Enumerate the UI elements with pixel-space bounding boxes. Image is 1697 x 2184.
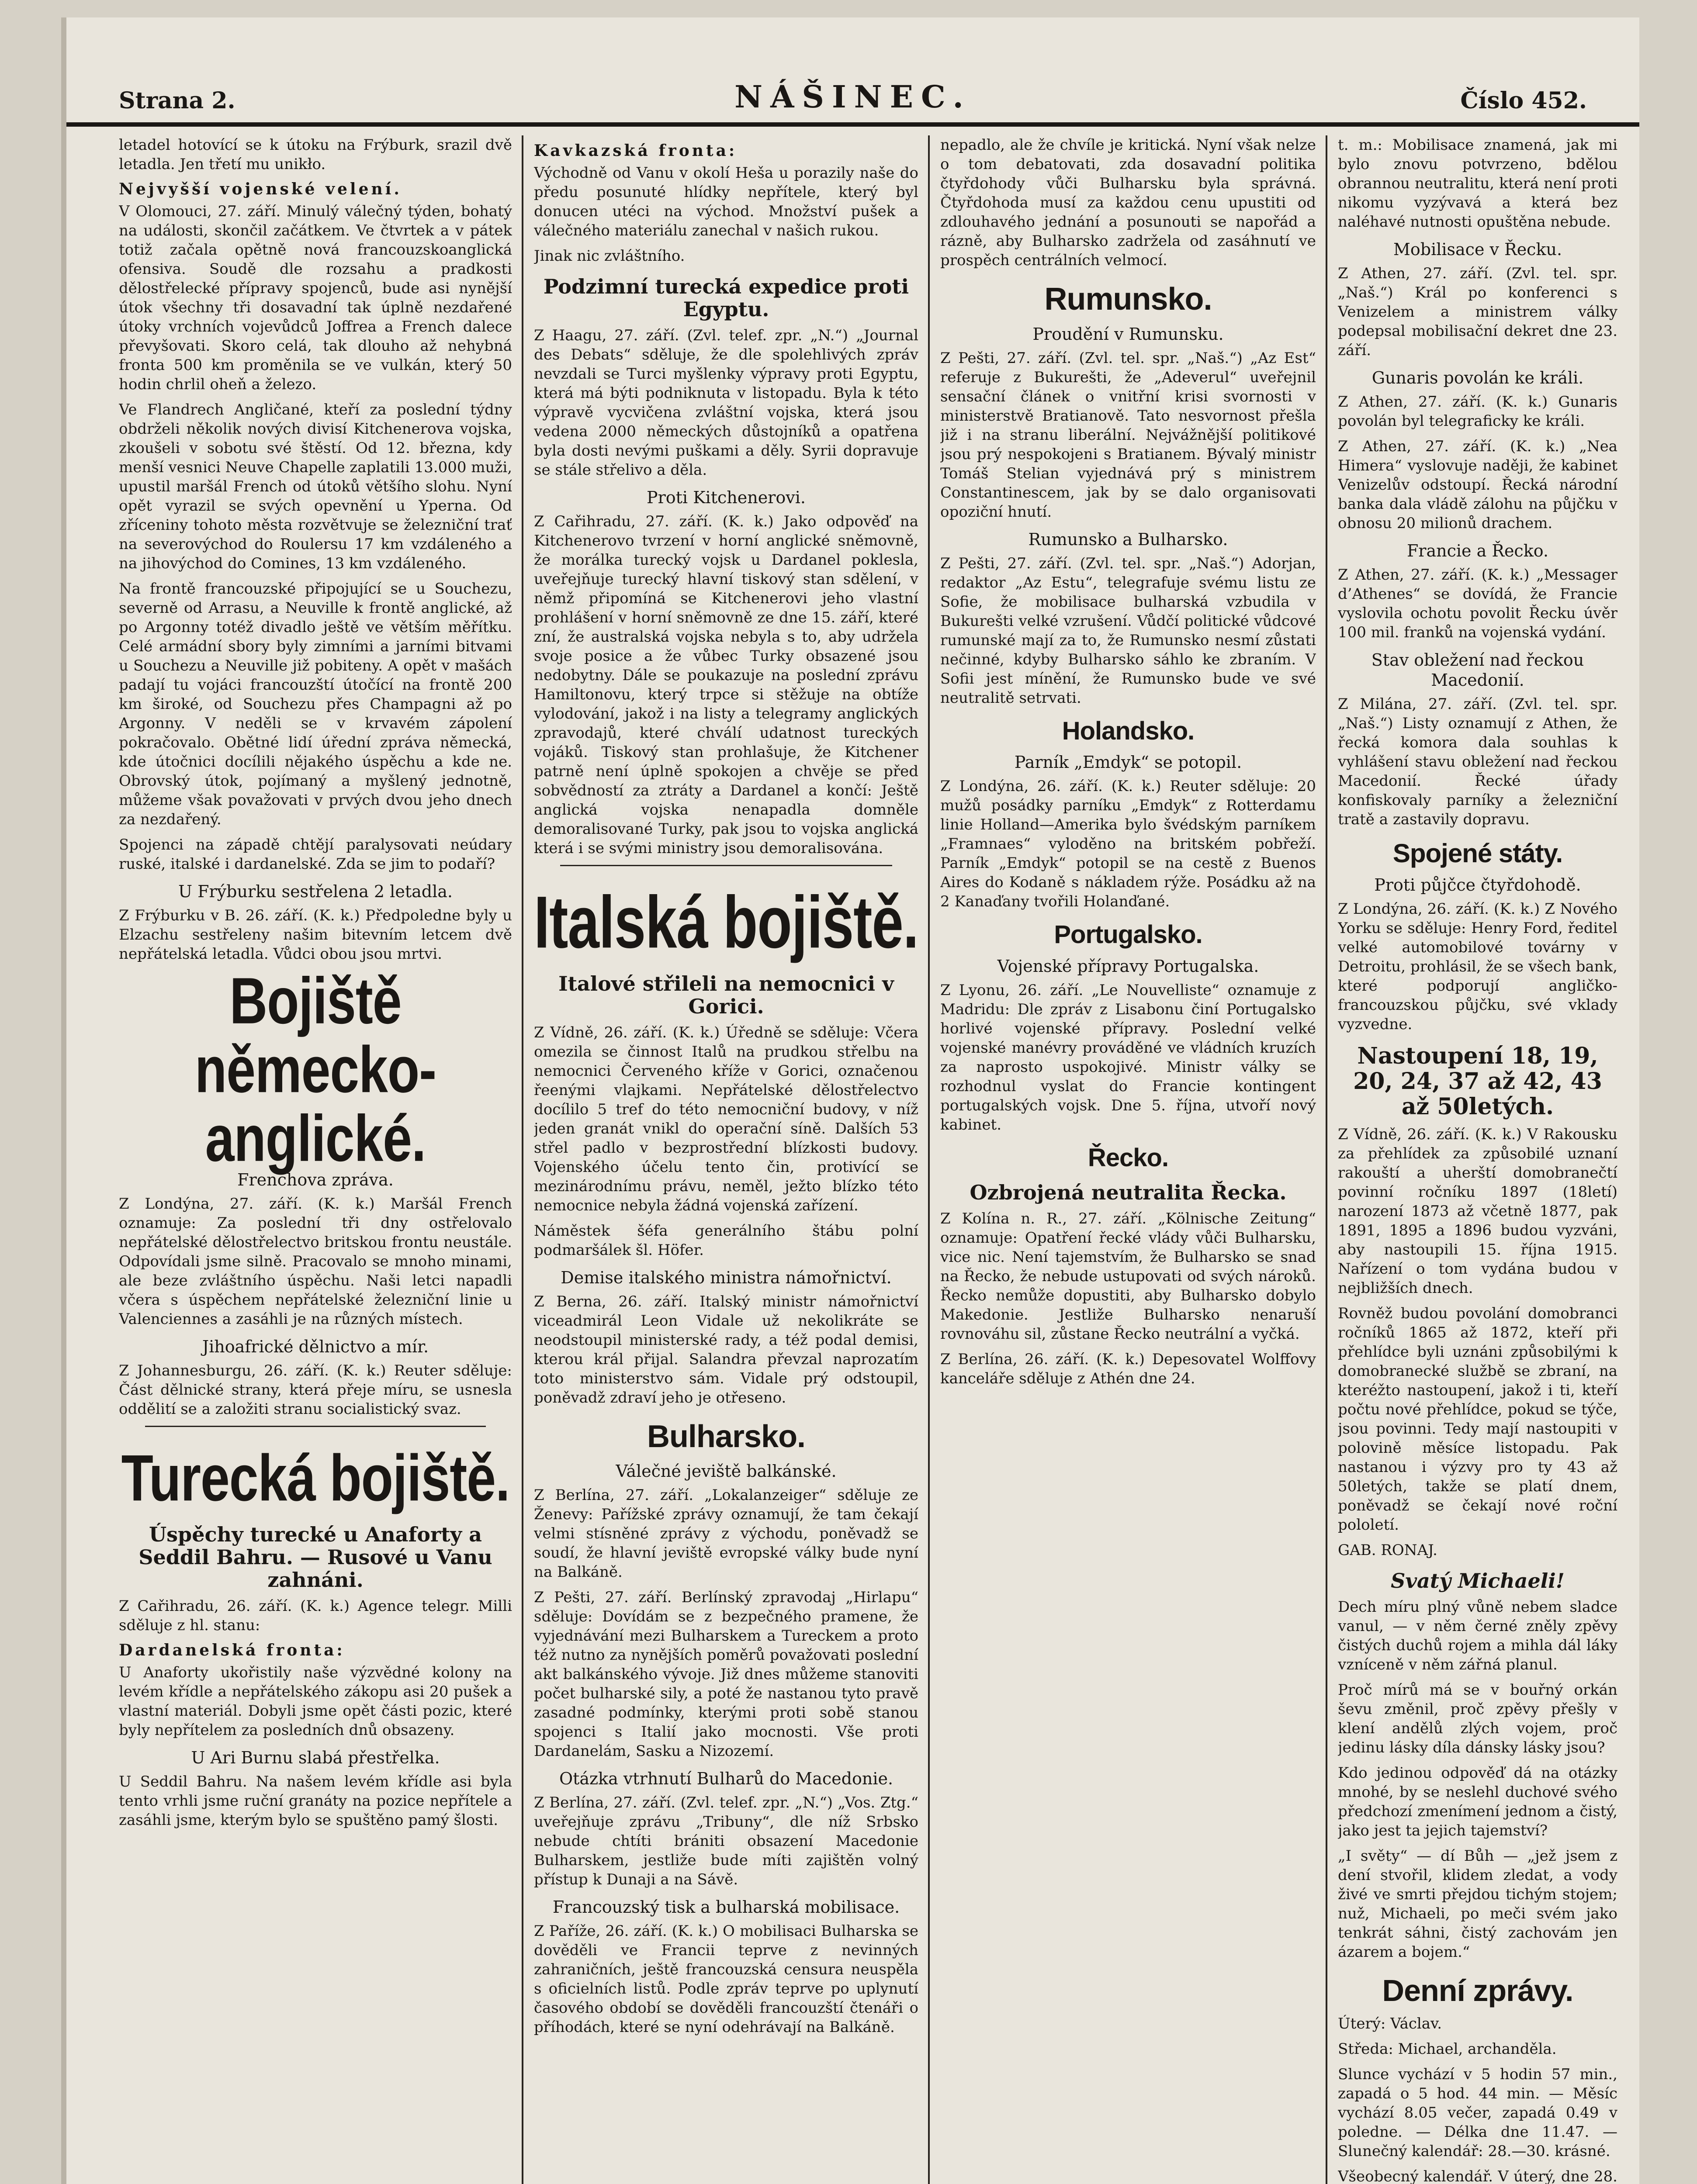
divider <box>560 865 892 866</box>
article-headline: Stav obležení nad řeckou Macedonií. <box>1371 650 1584 690</box>
article-text: Jinak nic zvláštního. <box>534 247 685 265</box>
article-text: Z Athen, 27. září. (K. k.) Gunaris povolán byl telegraficky ke králi. <box>1338 393 1617 430</box>
masthead-title: NÁŠINEC. <box>734 79 971 115</box>
article-text: U Seddil Bahru. Na našem levém křídle asi byla tento vrhli jsme ruční granáty na pozice nepřítele a zasáhli jsme, kterým bylo se spuštěno pamý šlosti. <box>119 1773 512 1829</box>
column-1 <box>119 135 512 2184</box>
article-text: Z Londýna, 27. září. (K. k.) Maršál French oznamuje: Za poslední tři dny ostřelovalo nepřátelské dělostřelectvo britskou frontu neustále. Odpovídali jsme silně. Pracovalo se mnoho minami, ale beze zvláštního úspěchu. Naši letci napadli včera s úspěchem nepřátelské železniční linie u Valenciennes a zasáhli je na různých místech. <box>119 1195 512 1328</box>
article-text: Východně od Vanu v okolí Heša u porazily naše do předu posunuté hlídky nepřítele, který byl donucen utéci na východ. Množství pušek a válečného materiálu zanechal v našich rukou. <box>534 164 918 239</box>
poem-stanza: Proč mírů má se v bouřný orkán ševu změnil, proč zpěvy přešly v klení andělů zlých vojem, proč jedinu lásky díla dánsky lásky jsou? <box>1338 1681 1617 1756</box>
article-text: Z Kolína n. R., 27. září. „Kölnische Zeitung“ oznamuje: Opatření řecké vlády vůči Bulharsku, vice nic. Není tajemstvím, že Bulharsko se snad na Řecko, že nebude ustupovati od svých nároků. Řecko nemůže dopustiti, aby Bulharsko dobylo Makedonie. Jestliže Bulharsko nenaruší rovnováhu sil, zůstane Řecko neutrální a vyčká. <box>940 1210 1316 1343</box>
poem-stanza: Kdo jedinou odpověď dá na otázky mnohé, by se neslehl duchové svého předchozí zmenímení jednom a čistý, jako jest ta jejich tajemství? <box>1338 1764 1617 1839</box>
article-headline: Otázka vtrhnutí Bulharů do Macedonie. <box>559 1769 894 1789</box>
section-heading: Řecko. <box>1087 1144 1169 1172</box>
column-rule <box>928 135 930 2184</box>
article-text: Z Cařihradu, 27. září. (K. k.) Jako odpověď na Kitchenerovo tvrzení v horní anglické sněmovně, že morálka turecký vojsk u Dardanel poklesla, uveřejňuje turecký hlavní tiskový stan sdělení, v němž připomíná se Kitchenerovi jeho vlastní prohlášení v horní sněmovně ze dne 15. září, které zní, že australská vojska nebyla s to, aby udržela svoje posice a že vůbec Turky obsazené jsou nedobytny. Dále se poukazuje na poslední zprávu Hamiltonovu, který trpce si stěžuje na obtíže vylodování, jakož i na listy a telegramy anglických zpravodajů, které chválí udatnost tureckých vojáků. Tiskový stan prohlašuje, že Kitchener patrně není úplně spokojen a chvěje se před sobvědností za ztráty a Dardanel a končí: Ještě anglická vojska nenapadla domněle demoralisované Turky, pak jsou to vojska anglická která i se svými ministry jsou demoralisována. <box>534 513 918 857</box>
section-label: Dardanelská fronta: <box>119 1641 345 1659</box>
section-heading: Bojiště německo-anglické. <box>194 964 436 1175</box>
article-text: Z Lyonu, 26. září. „Le Nouvelliste“ oznamuje z Madridu: Dle zpráv z Lisabonu činí Portugalsko horlivé vojenské přípravy. Poslední velké vojenské manévry prováděné ve vládních kruzích za naprosto uspokojivé. Ministr války se rozhodnul vyslat do Francie kontingent portugalských vojsk. Dne 5. října, utvoří nový kabinet. <box>940 981 1316 1134</box>
section-heading: Portugalsko. <box>1054 920 1202 949</box>
article-text: t. m.: Mobilisace znamená, jak mi bylo znovu potvrzeno, bdělou obrannou neutralitu, která není proti nikomu vyzývavá a která bez naléhavé nutnosti opuštěna nebude. <box>1338 136 1617 231</box>
article-headline: Úspěchy turecké u Anaforty a Seddil Bahru. — Rusové u Vanu zahnáni. <box>139 1523 492 1592</box>
article-text: Všeobecný kalendář. V úterý, dne 28. <box>1338 2167 1617 2184</box>
article-headline: Italové střileli na nemocnici v Gorici. <box>558 971 894 1018</box>
section-label: Kavkazská fronta: <box>534 142 738 160</box>
article-text: Z Haagu, 27. září. (Zvl. telef. zpr. „N.“) „Journal des Debats“ sděluje, že dle spolehlivých zpráv nevzdali se Turci myšlenky výpravy proti Egyptu, která má býti podniknuta v listopadu. Byla k této výpravě vycvičena zvláštní vojska, která jsou vedena 2000 německých důstojníků a opatřena byla dosti nevými puškami a děly. Syrii dopravuje se stále střelivo a děla. <box>534 327 918 479</box>
article-headline: Proudění v Rumunsku. <box>1032 324 1224 344</box>
article-text: Na frontě francouzské připojující se u Souchezu, severně od Arrasu, a Neuville k frontě anglické, až po Argonny totéž divadlo ještě ve větším měřítku. Celé armádní sbory byly zimními a jarními bitvami u Souchezu a Neuville již pobiteny. A opět v mašách padají tu vojáci francouzští útočící na frontě 200 km široké, od Souchezu přes Champagni až po Argonny. V neděli se v krvavém zápolení pokračovalo. Obětné lidí úřední zpráva německá, kde útočnici docílili nějakého úspěchu a kde ne. Obrovský útok, pojímaný a myšlený jednotně, můžeme však považovati v prvých dvou jeho dnech za nezdařený. <box>119 580 512 828</box>
article-text: Z Pešti, 27. září. (Zvl. tel. spr. „Naš.“) Adorjan, redaktor „Az Estu“, telegrafuje svému listu ze Sofie, že mobilisace bulharská vzbudila v Bukurešti velké vzrušení. Vůdčí politické vůdcové rumunské mají za to, že Rumunsko nesmí zůstati nečinné, kdyby Bulharsko sáhlo ke zbraním. V Sofii jest mínění, že Rumunsko bude ve své neutralitě setrvati. <box>940 554 1316 707</box>
article-text: Z Berna, 26. září. Italský ministr námořnictví viceadmirál Leon Vidale už nekolikráte se neodstoupil ministerské rady, a též podal demisi, kterou král přijal. Salandra převzal naprozatím toto ministerstvo sám. Vidale prý odstoupil, poněvadž zdraví jeho je otřeseno. <box>534 1292 918 1406</box>
article-text: Z Pešti, 27. září. Berlínský zpravodaj „Hirlapu“ sděluje: Dovídám se z bezpečného pramene, že vyjednávání mezi Bulharskem a Tureckem a proto též nutno za nynějších poměrů považovati poslední akt balkánského vývoje. Již dnes můžeme stanoviti počet bulharské sily, a poté že nastanou tyto pravě zasadné podmínky, kterými proti sobě stanou spojenci s Italií jako mocnosti. Vše proti Dardanelám, Sasku a Nizozemí. <box>534 1589 918 1760</box>
section-heading: Holandsko. <box>1062 716 1195 745</box>
article-headline: Rumunsko a Bulharsko. <box>1028 529 1228 549</box>
section-heading: Denní zprávy. <box>1382 1973 1573 2008</box>
article-headline: Proti Kitchenerovi. <box>647 488 806 507</box>
article-text: Z Paříže, 26. září. (K. k.) O mobilisaci Bulharska se dověděli ve Francii teprve z nevinných zahraničních, ještě francouzská censura neuspěla s oficielních listů. Podle zpráv teprve po uplynutí časového období se dověděli francouzští čtenáři o příhodách, které se nyní odehrávají na Balkáně. <box>534 1922 918 2036</box>
article-text: Slunce vychází v 5 hodin 57 min., zapadá o 5 hod. 44 min. — Měsíc vychází 8.05 večer, zapadá 0.49 v poledne. — Délka dne 11.47. — Slunečný kalendář: 28.—30. krásné. <box>1338 2065 1617 2160</box>
article-headline: Válečné jeviště balkánské. <box>616 1462 837 1481</box>
article-headline: Francie a Řecko. <box>1406 541 1549 560</box>
article-headline: Jihoafrické dělnictvo a mír. <box>202 1337 429 1356</box>
poem-title: Svatý Michaeli! <box>1391 1569 1565 1593</box>
page-label: Strana 2. <box>119 87 236 114</box>
calendar-line: Úterý: Václav. <box>1338 2015 1442 2032</box>
section-heading: Italská bojiště. <box>534 881 918 964</box>
article-text: Z Milána, 27. září. (Zvl. tel. spr. „Naš.“) Listy oznamují z Athen, že řecká komora dala souhlas k vyhlášení stavu obležení nad řeckou Macedonií. Řecké úřady konfiskovaly parníky a železniční tratě a zastavily dopravu. <box>1338 695 1617 828</box>
poem-stanza: Dech míru plný vůně nebem sladce vanul, — v něm černé zněly zpěvy čistých duchů rojem a mihla dál láky vzníceně v něm zářná planul. <box>1338 1598 1617 1673</box>
article-headline: Nastoupení 18, 19, 20, 24, 37 až 42, 43 až 50letých. <box>1353 1043 1602 1120</box>
article-headline: Parník „Emdyk“ se potopil. <box>1014 753 1242 772</box>
article-text: Z Berlína, 27. září. (Zvl. telef. zpr. „N.“) „Vos. Ztg.“ uveřejňuje zprávu „Tribuny“, dle níž Srbsko nebude chtíti brániti obsazení Macedonie Bulharskem, jestliže bude míti zajištěn volný přístup k Dunaji a na Sávě. <box>534 1794 918 1889</box>
article-text: Z Berlína, 26. září. (K. k.) Depesovatel Wolffovy kanceláře sděluje z Athén dne 24. <box>940 1351 1316 1388</box>
article-text: Z Frýburku v B. 26. září. (K. k.) Předpoledne byly u Elzachu sestřeleny našim bitevním letcem dvě nepřátelská letadla. Vůdci obou jsou mrtvi. <box>119 907 512 963</box>
article-headline: U Ari Burnu slabá přestřelka. <box>191 1748 440 1767</box>
article-headline: Proti půjčce čtyřdohodě. <box>1374 875 1581 895</box>
article-text: Z Vídně, 26. září. (K. k.) V Rakousku za přehlídek za způsobilé uznaní rakouští a uherští domobranečtí povinní ročníku 1897 (18letí) narození 1873 až včetně 1877, pak 1891, 1895 a 1896 budou vyzváni, aby nastoupili 15. října 1915. Nařízení o tom vydána budou v nejbližších dnech. <box>1338 1126 1617 1297</box>
column-3 <box>940 135 1316 2184</box>
article-text: Rovněž budou povolání domobranci ročníků 1865 až 1872, kteří při přehlídce byli uznáni způsobilými k domobranecké službě se zbraní, na kteréžto nastoupení, jakož i ti, kteří počtu nové přehlídce, pokud se týče, jsou povinni. Tedy mají nastoupiti v polovině měsíce listopadu. Pak nastanou i výzvy pro ty 43 až 50letých, takže se platí dnem, poněvadž se čekají nové roční pololetí. <box>1338 1305 1617 1534</box>
article-text: Z Athen, 27. září. (K. k.) „Messager d’Athenes“ se dovídá, že Francie vyslovila ochotu povolit Řecku úvěr 100 mil. franků na vojenská vydání. <box>1338 566 1617 641</box>
article-text: U Anaforty ukořistily naše výzvědné kolony na levém křídle a nepřátelského zákopu asi 20 pušek a vlastní materiál. Dobyli jsme opět části pozic, které byly nepřítelem za posledních dnů obsazeny. <box>119 1664 512 1739</box>
article-text: letadel hotovící se k útoku na Frýburk, srazil dvě letadla. Jen třetí mu unikło. <box>119 136 512 173</box>
article-text: Z Athen, 27. září. (Zvl. tel. spr. „Naš.“) Král po konferenci s Venizelem a ministrem války podepsal mobilisační dekret dne 23. září. <box>1338 265 1617 359</box>
article-text: Z Pešti, 27. září. (Zvl. tel. spr. „Naš.“) „Az Est“ referuje z Bukurešti, že „Adeverul“ uveřejnil sensační článek o vnitřní krisi svornosti v ministerstvě Bratianově. Tato nesvornost přešla již i na stranu liberální. Nejvážnější politikové jsou prý nespokojeni s Bratianem. Bývalý ministr Tomáš Stelian vyjednává prý s ministrem Constantinescem, jak by se dalo organisovati opoziční hnutí. <box>940 349 1316 521</box>
column-rule <box>522 135 523 2184</box>
article-text: Z Londýna, 26. září. (K. k.) Reuter sděluje: 20 mužů posádky parníku „Emdyk“ z Rotterdamu linie Holland—Amerika bylo švédským parníkem „Framnaes“ vyloděno na britském pobřeží. Parník „Emdyk“ potopil se na cestě z Buenos Aires do Kodaně s nákladem rýže. Posádku až na 2 Kanaďany tvořili Holanďané. <box>940 778 1316 911</box>
divider <box>145 1426 486 1427</box>
article-headline: Podzimní turecká expedice proti Egyptu. <box>543 275 909 321</box>
article-text: Z Vídně, 26. září. (K. k.) Úředně se sděluje: Včera omezila se činnost Italů na prudkou střelbu na nemocnici Červeného kříže v Gorici, označenou řeenými vlajkami. Nepřátelské dělostřelectvo docílilo 5 tref do této nemocniční budovy, v níž jeden granát vnikl do operační síně. Dalších 53 střel padlo v bezprostřední blízkosti budovy. Vojenského účelu tento čin, protivící se mezinárodnímu právu, neměl, ježto blízko této nemocnice nebyla žádná vojenská zařízení. <box>534 1023 918 1214</box>
article-text: V Olomouci, 27. září. Minulý válečný týden, bohatý na události, skončil začátkem. Ve čtvrtek a v pátek totiž začala opětně nová francouzskoanglická ofensiva. Soudě dle rozsahu a pradkosti dělostřelecké přípravy spojenců, bude asi nynější útok všechny tři dosavadní tak úplně nezdařené útoky vrchních vojevůdců Joffrea a French dalece převyšovati. Skoro celá, tak dlouho až nehybná fronta 500 km proměnila se ve vulkán, který 50 hodin chrlil oheň a železo. <box>119 203 512 393</box>
article-headline: Gunaris povolán ke králi. <box>1371 368 1584 387</box>
article-headline: Vojenské přípravy Portugalska. <box>997 957 1259 976</box>
masthead-bar <box>66 61 1639 127</box>
section-heading: Rumunsko. <box>1044 282 1212 317</box>
article-headline: U Frýburku sestřelena 2 letadla. <box>178 882 453 901</box>
section-heading: Bulharsko. <box>647 1419 806 1454</box>
article-text: Z Johannesburgu, 26. září. (K. k.) Reuter sděluje: Část dělnické strany, která přeje míru, se usnesla oddělití se a založiti stranu socialistický svaz. <box>119 1362 512 1418</box>
calendar-line: Středa: Michael, archanděla. <box>1338 2040 1557 2058</box>
article-text: Ve Flandrech Angličané, kteří za poslední týdny obdrželi několik nových divisí Kitchenerova vojska, zkoušeli v sobotu své štěstí. Od 12. března, kdy menší vesnici Neuve Chapelle zaplatili 13.000 muži, upustil maršál French od útoků většího slohu. Nyní opět vyrazil se svých opevnění u Yperna. Od zříceniny tohoto města rozvětvuje se železniční trať na severovýchod do Roulersu 17 km vzdáleného a na jihovýchod do Comines, 13 km vzdáleného. <box>119 401 512 572</box>
column-rule <box>1326 135 1327 2184</box>
author-byline: GAB. RONAJ. <box>1338 1541 1437 1559</box>
newspaper-page <box>61 17 1639 2184</box>
column-4 <box>1338 135 1617 2184</box>
article-text: Spojenci na západě chtějí paralysovati neúdary ruské, italské i dardanelské. Zda se jim to podaří? <box>119 836 512 873</box>
section-label: Nejvyšší vojenské velení. <box>119 180 402 198</box>
article-text: Z Cařihradu, 26. září. (K. k.) Agence telegr. Milli sděluje z hl. stanu: <box>119 1597 512 1634</box>
issue-number: Číslo 452. <box>1460 87 1587 114</box>
article-headline: Francouzský tisk a bulharská mobilisace. <box>552 1897 900 1917</box>
article-headline: Frenchova zpráva. <box>237 1170 394 1189</box>
article-text: nepadlo, ale že chvíle je kritická. Nyní však nelze o tom debatovati, zda dosavadní politika čtyřdohody vůči Bulharsku byla správná. Čtyřdohoda musí za každou cenu upustiti od zdlouhavého jednání a posunouti se napořád a rázně, aby Bulharsko zadržela od zasáhnutí ve prospěch centrálních velmocí. <box>940 136 1316 269</box>
article-headline: Mobilisace v Řecku. <box>1393 240 1562 259</box>
article-text: Z Athen, 27. září. (K. k.) „Nea Himera“ vyslovuje naději, že kabinet Venizelův odstoupí. Řecká národní banka dala vládě zálohu na půjčku v obnosu 20 milionů drachem. <box>1338 438 1617 532</box>
column-2 <box>534 135 918 2184</box>
article-headline: Demise italského ministra námořnictví. <box>561 1268 892 1287</box>
section-heading: Turecká bojiště. <box>121 1441 510 1515</box>
article-text: Z Londýna, 26. září. (K. k.) Z Nového Yorku se sděluje: Henry Ford, ředitel velké automobilové továrny v Detroitu, prohlásil, že se všech bank, které podporují angličko-francouzskou půjčku, své vklady vyzvedne. <box>1338 900 1617 1033</box>
article-text: Z Berlína, 27. září. „Lokalanzeiger“ sděluje ze Ženevy: Pařížské zprávy oznamují, že tam čekají velmi stísněné zprávy z východu, poněvadž se soudí, že hlavní jeviště evropské války bude nyní na Balkáně. <box>534 1486 918 1581</box>
section-heading: Spojené státy. <box>1392 839 1563 868</box>
poem-stanza: „I světy“ — dí Bůh — „jež jsem z dení stvořil, klidem zledat, a vody živé ve smrti přejdou tichým stojem; nuž, Michaeli, po meči svém jako tenkrát sáhni, čistý zachovám jen ázarem a bojem.“ <box>1338 1847 1617 1961</box>
article-text: Náměstek šéfa generálního štábu polní podmaršálek šl. Höfer. <box>534 1222 918 1259</box>
article-headline: Ozbrojená neutralita Řecka. <box>970 1181 1287 1205</box>
